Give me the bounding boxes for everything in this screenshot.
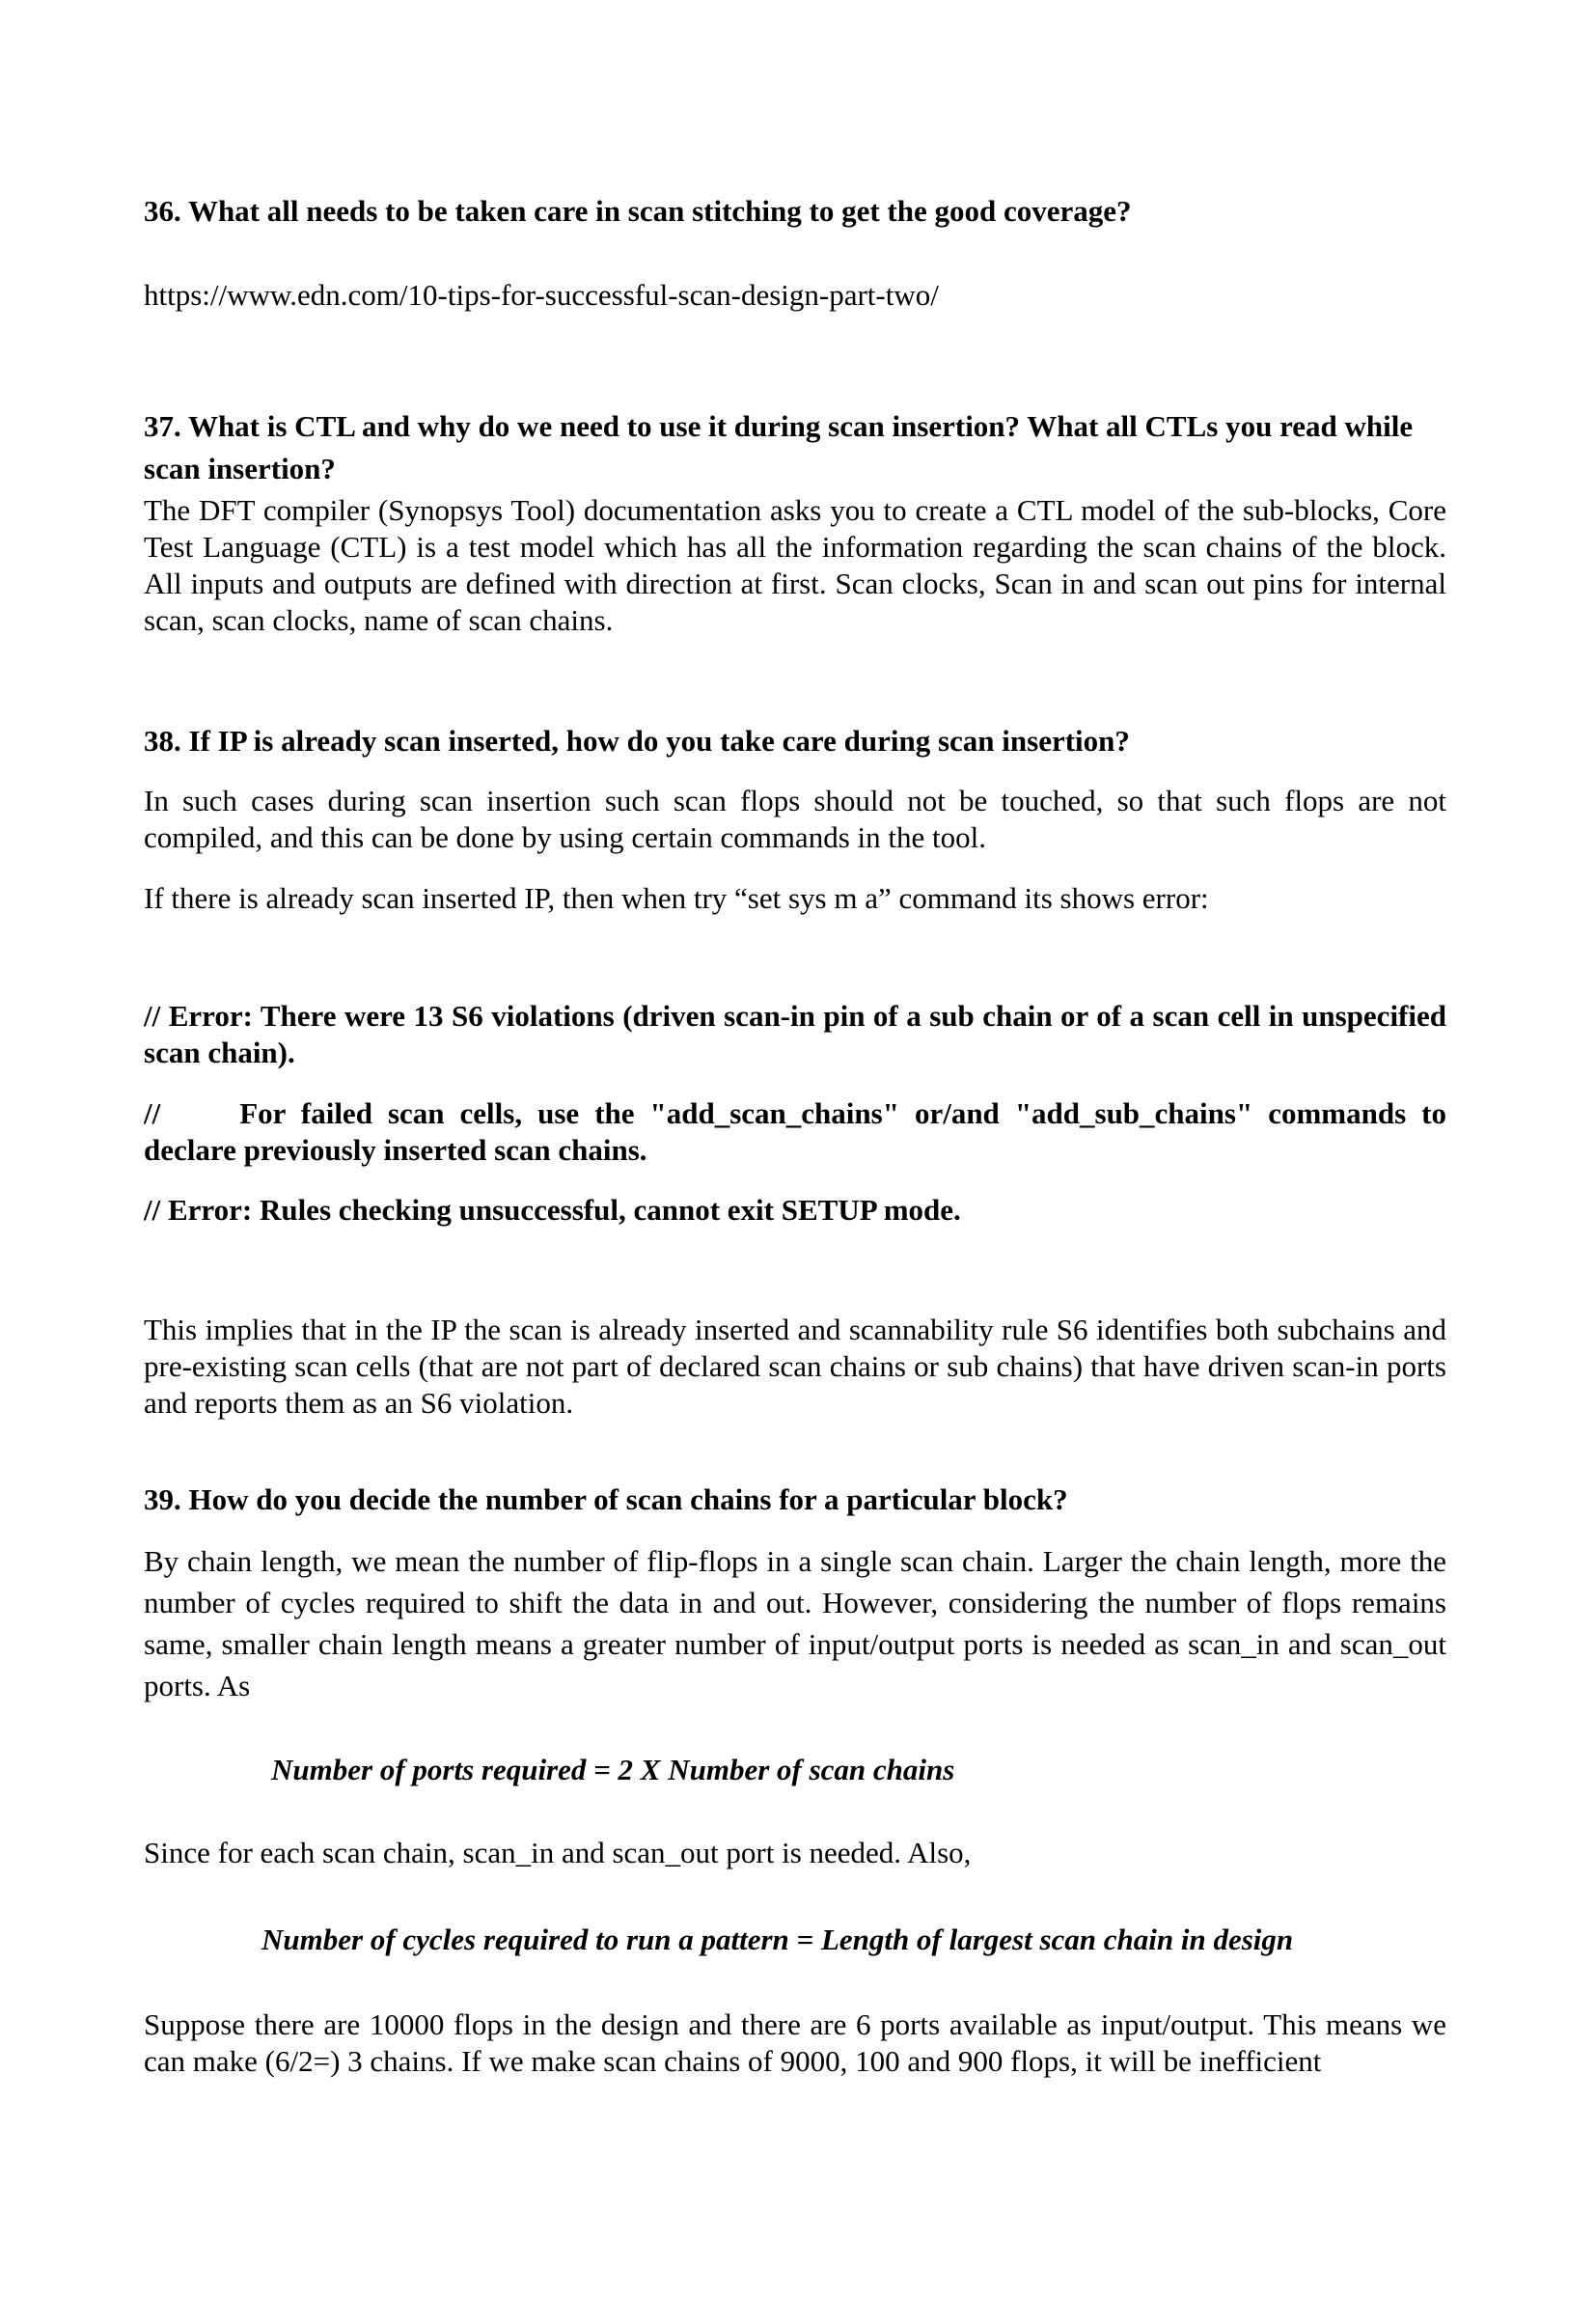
answer-39-paragraph-3: Suppose there are 10000 flops in the design and there are 6 ports available as input/output. This means we can make (6/2=) 3 chains. If we make scan chains of 9000, 100 and 900 flops, it will be inefficient [144,2007,1446,2078]
error-message-1: // Error: There were 13 S6 violations (driven scan-in pin of a sub chain or of a scan cell in unspecified scan chain). [144,999,1446,1069]
answer-39-paragraph-2: Since for each scan chain, scan_in and scan_out port is needed. Also, [144,1836,972,1869]
comment-marker: // [144,1096,161,1130]
error-message-2 [144,1095,1446,1169]
answer-37: The DFT compiler (Synopsys Tool) documentation asks you to create a CTL model of the sub-blocks, Core Test Language (CTL) is a test model which has all the information regarding the scan chains of the block. All inputs and outputs are defined with direction at first. Scan clocks, Scan in and scan out pins for internal scan, scan clocks, name of scan chains. [144,493,1446,637]
answer-39-paragraph-1: By chain length, we mean the number of flip-flops in a single scan chain. Larger the chain length, more the number of cycles required to shift the data in and out. However, considering the number of flops remains same, smaller chain length means a greater number of input/output ports is needed as scan_in and scan_out ports. As [144,1544,1446,1702]
formula-cycles-required: Number of cycles required to run a pattern = Length of largest scan chain in design [261,1923,1294,1956]
error-message-3: // Error: Rules checking unsuccessful, cannot exit SETUP mode. [144,1193,961,1227]
reference-link[interactable]: https://www.edn.com/10-tips-for-successful-scan-design-part-two/ [144,278,939,312]
formula-ports-required: Number of ports required = 2 X Number of scan chains [271,1753,955,1786]
answer-38-paragraph-2: If there is already scan inserted IP, then when try “set sys m a” command its shows error: [144,881,1209,915]
question-39: 39. How do you decide the number of scan chains for a particular block? [144,1482,1068,1516]
question-36: 36. What all needs to be taken care in scan stitching to get the good coverage? [144,194,1132,228]
answer-38-paragraph-1: In such cases during scan insertion such scan flops should not be touched, so that such flops are not compiled, and this can be done by using certain commands in the tool. [144,784,1446,854]
answer-38-paragraph-3: This implies that in the IP the scan is already inserted and scannability rule S6 identifies both subchains and pre-existing scan cells (that are not part of declared scan chains or sub chains) that have driven scan-in ports and reports them as an S6 violation. [144,1313,1446,1420]
question-38: 38. If IP is already scan inserted, how do you take care during scan insertion? [144,724,1130,758]
question-37: 37. What is CTL and why do we need to use it during scan insertion? What all CTLs you read while scan insertion? [144,409,1414,485]
error-message-2-text: For failed scan cells, use the "add_scan_chains" or/and "add_sub_chains" commands to declare previously inserted scan chains. [144,1096,1446,1167]
